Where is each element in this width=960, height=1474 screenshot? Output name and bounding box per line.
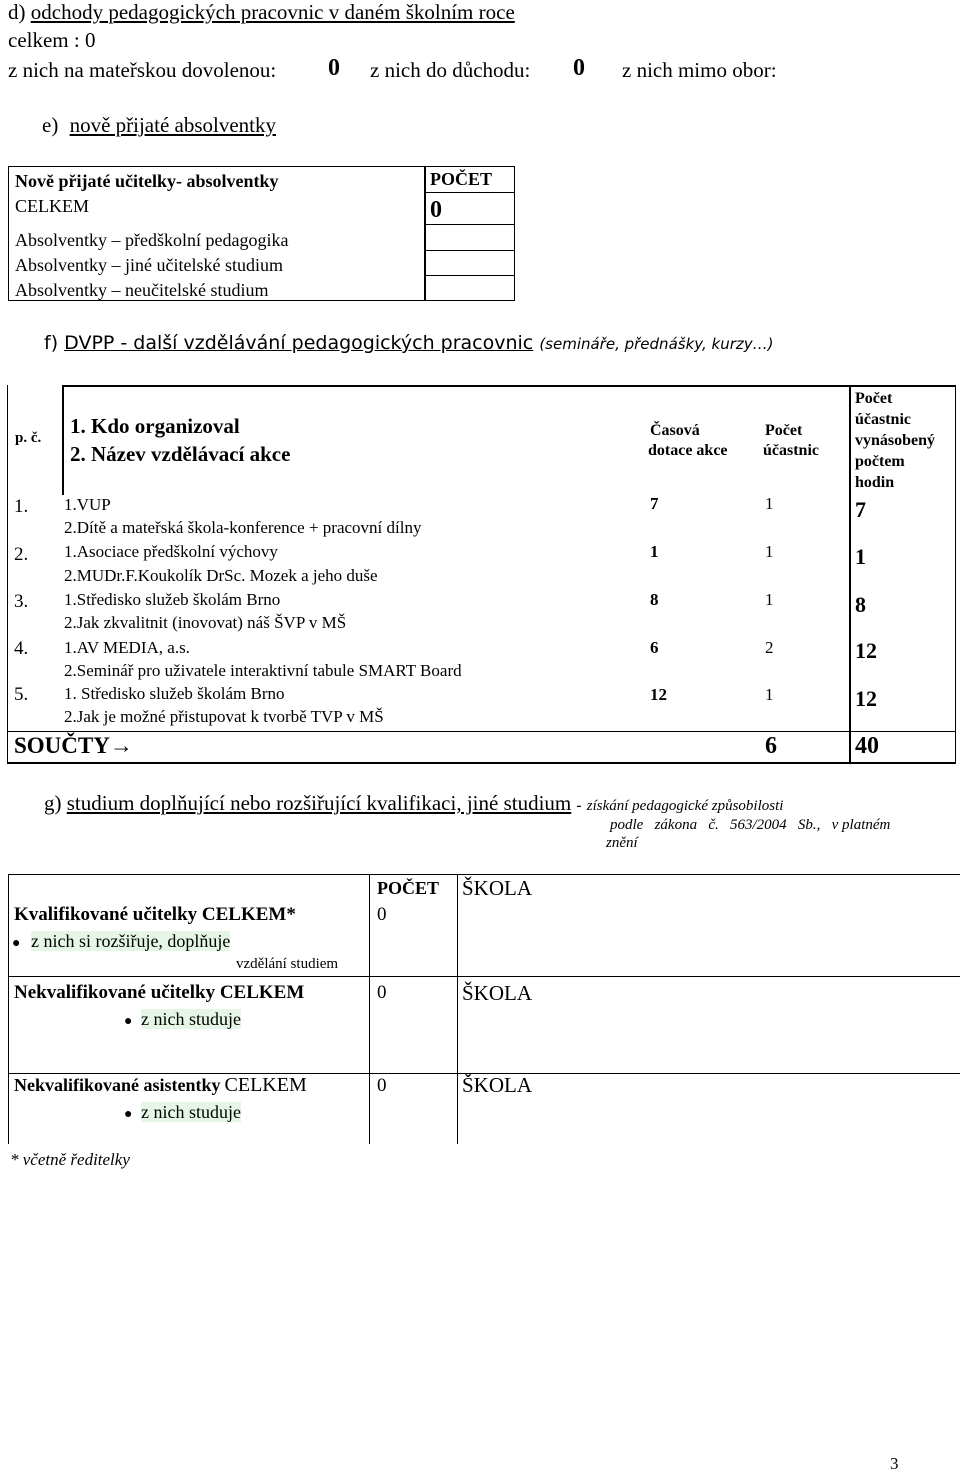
col-mult-header-3: vynásobený — [855, 432, 936, 449]
row-1-count: 1 — [765, 494, 774, 513]
row-4-count: 2 — [765, 638, 774, 657]
assistants-sub-text: z nich studuje — [140, 1102, 241, 1122]
graduates-teaching-label: Absolventky – jiné učitelské studium — [15, 255, 283, 275]
section-g-title: studium doplňující nebo rozšiřující kvalifikaci, jiné studium — [66, 791, 572, 815]
col-count-header-2: účastnic — [763, 442, 819, 459]
section-f-heading — [44, 332, 773, 354]
row-4-organizer: 1.AV MEDIA, a.s. — [64, 638, 190, 657]
unqualified-label: Nekvalifikované učitelky CELKEM — [14, 982, 305, 1003]
row-2-count: 1 — [765, 542, 774, 561]
row-2-total: 1 — [855, 544, 866, 569]
col-name-header-1: 1. Kdo organizoval — [70, 414, 240, 438]
graduates-head-count: POČET — [430, 169, 493, 189]
graduates-head-label: Nově přijaté učitelky- absolventky — [15, 171, 279, 191]
bullet-icon: ● — [124, 1014, 133, 1029]
section-f-subtitle: (semináře, přednášky, kurzy…) — [539, 335, 774, 353]
assistants-sub — [124, 1102, 241, 1123]
section-e-label: e) — [42, 113, 59, 137]
row-3-event: 2.Jak zkvalitnit (inovovat) náš ŠVP v MŠ — [64, 613, 347, 632]
col-pc-header: p. č. — [15, 430, 42, 446]
qualified-sub-1-text: z nich si rozšiřuje, doplňuje — [30, 931, 231, 951]
section-g-label: g) — [44, 791, 62, 815]
section-e-title: nově přijaté absolventky — [69, 113, 277, 137]
sum-total: 40 — [855, 733, 879, 759]
row-2-hours: 1 — [650, 542, 659, 561]
section-e-heading — [42, 113, 276, 138]
section-f-title: DVPP - další vzdělávání pedagogických pracovnic — [64, 332, 534, 354]
retirement-value: 0 — [573, 55, 585, 81]
row-5-total: 12 — [855, 686, 877, 711]
col-mult-header-5: hodin — [855, 474, 895, 491]
row-1-number: 1. — [14, 496, 29, 517]
section-g-dash: - — [576, 798, 582, 814]
graduates-nonteaching-label: Absolventky – neučitelské studium — [15, 280, 269, 300]
section-g-note-1: získání pedagogické způsobilosti — [586, 798, 784, 814]
qualified-sub-2: vzdělání studiem — [236, 956, 339, 972]
qual-head-count: POČET — [377, 878, 440, 898]
section-g-note-2: podle zákona č. 563/2004 Sb., v platném — [610, 817, 891, 833]
bullet-icon: ● — [124, 1107, 133, 1122]
col-name-header-2: 2. Název vzdělávací akce — [70, 442, 291, 466]
retirement-label: z nich do důchodu: — [370, 58, 531, 82]
row-4-total: 12 — [855, 638, 877, 663]
col-mult-header-1: Počet — [855, 390, 893, 407]
maternity-label: z nich na mateřskou dovolenou: — [8, 58, 277, 82]
assistants-label-1: Nekvalifikované asistentky — [14, 1075, 221, 1095]
unqualified-sub — [124, 1009, 241, 1030]
other-label: z nich mimo obor: — [622, 58, 777, 82]
footnote: * včetně ředitelky — [10, 1150, 130, 1169]
maternity-value: 0 — [328, 55, 340, 81]
assistants-label-2: CELKEM — [224, 1074, 307, 1096]
row-3-hours: 8 — [650, 590, 659, 609]
qualified-sub-1 — [12, 931, 230, 952]
bullet-icon: ● — [12, 936, 21, 951]
row-2-number: 2. — [14, 544, 29, 565]
row-5-event: 2.Jak je možné přistupovat k tvorbě TVP v MŠ — [64, 707, 384, 726]
col-time-header-2: dotace akce — [648, 442, 728, 459]
section-f-label: f) — [44, 332, 59, 354]
row-3-organizer: 1.Středisko služeb školám Brno — [64, 590, 281, 609]
unqualified-school: ŠKOLA — [462, 981, 533, 1005]
qualified-label: Kvalifikované učitelky CELKEM* — [14, 904, 296, 925]
row-4-number: 4. — [14, 638, 29, 659]
section-d-title: odchody pedagogických pracovnic v daném školním roce — [30, 0, 515, 24]
unqualified-sub-text: z nich studuje — [140, 1009, 241, 1029]
row-3-count: 1 — [765, 590, 774, 609]
row-5-hours: 12 — [650, 685, 667, 704]
sum-count: 6 — [765, 733, 777, 759]
qual-head-school: ŠKOLA — [462, 876, 533, 900]
col-time-header-1: Časová — [650, 422, 700, 439]
row-2-event: 2.MUDr.F.Koukolík DrSc. Mozek a jeho duše — [64, 566, 378, 585]
assistants-school: ŠKOLA — [462, 1073, 533, 1097]
graduates-total-label: CELKEM — [15, 196, 89, 216]
graduates-total-value: 0 — [430, 197, 442, 223]
row-1-event: 2.Dítě a mateřská škola-konference + pracovní dílny — [64, 518, 422, 537]
row-1-hours: 7 — [650, 494, 659, 513]
section-g-note-3: znění — [606, 835, 638, 851]
row-1-total: 7 — [855, 497, 866, 522]
row-3-total: 8 — [855, 592, 866, 617]
section-d-heading — [8, 0, 515, 25]
departures-total: celkem : 0 — [8, 28, 96, 52]
col-mult-header-2: účastnic — [855, 411, 911, 428]
row-2-organizer: 1.Asociace předškolní výchovy — [64, 542, 278, 561]
page-number: 3 — [890, 1454, 899, 1473]
row-5-count: 1 — [765, 685, 774, 704]
col-count-header-1: Počet — [765, 422, 803, 439]
assistants-label — [14, 1074, 307, 1097]
row-4-hours: 6 — [650, 638, 659, 657]
row-5-organizer: 1. Středisko služeb školám Brno — [64, 684, 285, 703]
assistants-value: 0 — [377, 1075, 387, 1096]
row-3-number: 3. — [14, 591, 29, 612]
col-mult-header-4: počtem — [855, 453, 905, 470]
row-5-number: 5. — [14, 684, 29, 705]
graduates-preschool-label: Absolventky – předškolní pedagogika — [15, 230, 289, 250]
row-1-organizer: 1.VUP — [64, 495, 111, 514]
row-4-event: 2.Seminář pro uživatele interaktivní tabule SMART Board — [64, 661, 462, 680]
sum-label: SOUČTY→ — [14, 733, 133, 758]
section-d-label: d) — [8, 0, 26, 24]
section-g-heading — [44, 791, 783, 816]
qualified-value: 0 — [377, 904, 387, 925]
unqualified-value: 0 — [377, 982, 387, 1003]
